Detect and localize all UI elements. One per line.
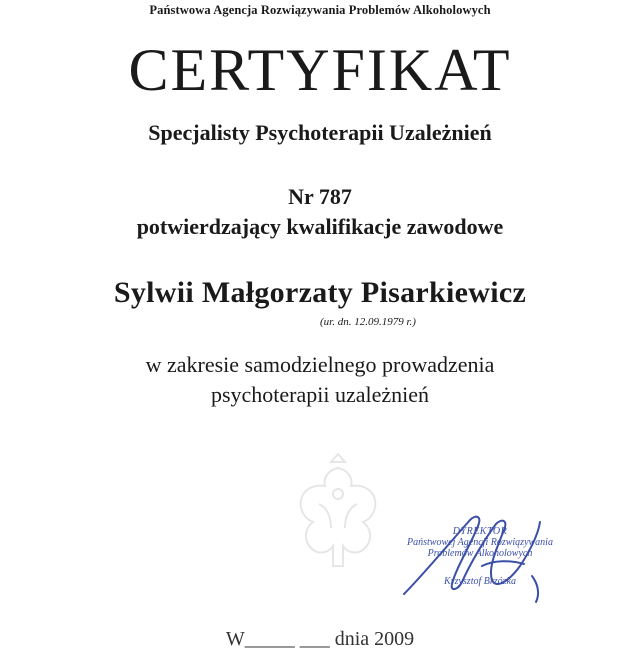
certificate-title: CERTYFIKAT — [128, 37, 512, 103]
agency-name: Państwowa Agencja Rozwiązywania Problemów Alkoholowych — [149, 3, 491, 17]
recipient-name: Sylwii Małgorzaty Pisarkiewicz — [113, 276, 527, 309]
director-stamp — [395, 526, 565, 587]
place-date-line: W_____ ___ dnia 2009 — [225, 628, 415, 650]
scope-line-2: psychoterapii uzależnień — [210, 382, 430, 407]
stamp-signer: Krzysztof Brzózka — [444, 576, 516, 587]
certificate-subtitle: Specjalisty Psychoterapii Uzależnień — [148, 120, 492, 145]
scope-line-1: w zakresie samodzielnego prowadzenia — [145, 352, 495, 377]
certificate-number: Nr 787 — [288, 184, 352, 209]
birth-info: (ur. dn. 12.09.1979 r.) — [320, 316, 416, 328]
eagle-seal-icon — [283, 448, 393, 578]
confirmation-text: potwierdzający kwalifikacje zawodowe — [136, 214, 504, 239]
stamp-line-2: Problemów Alkoholowych — [427, 548, 533, 559]
stamp-line-1: Państwowej Agencji Rozwiązywania — [407, 537, 553, 548]
stamp-title: DYREKTOR — [452, 526, 508, 537]
